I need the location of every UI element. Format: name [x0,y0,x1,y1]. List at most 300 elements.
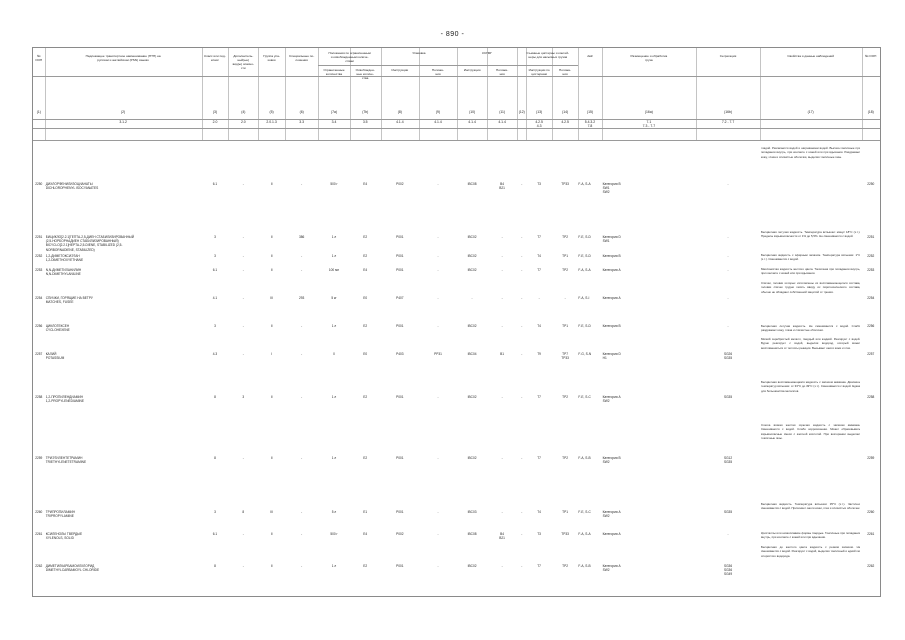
cell-pp: - [437,235,439,239]
cell-pg: II [270,531,273,536]
cell-un: 2253 [867,267,875,272]
cell-un: 2251 [35,235,43,239]
cell-tank: T7 [537,267,541,272]
cell-ibp: - [501,324,503,328]
cell-name: ТРИЭТИЛЕНТЕТРАМИН TRIETHYLENETETRAMINE [45,456,87,465]
column-divider [696,48,697,140]
cell-ibp: - [501,267,503,272]
cell-eq: E2 [363,395,368,399]
cell-lq: 500 г [330,182,338,186]
table-row [33,545,880,595]
header-cell: Класс или под- класс [204,54,226,62]
table-row [33,531,880,544]
cell-cls: 6.1 [212,182,218,186]
cell-ems: F-A, S-A [578,531,591,536]
column-number: (18) [867,110,874,114]
column-number: (1) [36,110,41,114]
cell-pg: II [270,267,273,272]
cell-lq: 500 г [330,531,338,536]
cell-cls: 4.3 [212,352,218,356]
cell-pg: II [270,395,273,399]
cell-name: ТРИПРОПИЛАМИН TRIPROPYLAMINE [45,510,75,519]
cell-props: Бесцветная воспламеняющаяся жидкость с запахом аммиака. Диапазон температур вспышки: от 33°С до 49°С (з.т.). Смешивается с водой. Едкая для большинства металлов. [760,380,861,393]
cell-cls: 3 [214,235,216,239]
column-number: (4) [241,110,246,114]
header-cell: Съемные цистерны и контей- неры для насыпных грузов [526,51,569,59]
table-row [33,146,880,230]
table-row [33,281,880,323]
column-number: (7b) [362,110,369,114]
cell-lq: 1 л [331,395,337,399]
cell-pi: P001 [396,510,404,514]
cell-cls: 8 [214,564,216,568]
cell-seg: SG12 SG35 [723,456,733,465]
cell-tank: T9 [537,352,541,356]
header-rule [33,128,880,129]
cell-ibc: IBC08 [467,531,477,536]
header-cell: № ООН [35,54,43,62]
cell-props: Бесцветная жидкость. Температура вспышки: 35°С (з.т.). Частично смешивается с водой. Причиняет ожоги кожи, глаз и слизистых оболочек. [760,502,861,511]
cell-cls: 6.1 [212,531,218,536]
cell-sub: - [242,564,244,568]
column-number: (14) [562,110,569,114]
cell-eq: E0 [363,296,368,300]
cell-pi: P001 [396,456,404,460]
cell-cls: 6.1 [212,267,218,272]
cell-lq: 5 л [331,510,337,514]
subheader-rule [517,65,578,66]
header-cell: Специальные по- ложения [289,54,315,62]
cell-t12: - [521,182,523,186]
column-reference: 2.0 [240,120,246,124]
cell-cls: 3 [214,324,216,328]
cell-props: Мягкий серебристый металл, твердый или жидкий. Реагирует с водой. Бурно реагирует с водой, выделяя водород, который может воспламениться от теплоты реакции. Вызывает ожоги кожи и глаз. [760,337,861,350]
cell-lq: 1 л [331,564,337,568]
column-number: (16a) [644,110,653,114]
cell-ems: F-G, S-N [578,352,592,356]
cell-tp: TP1 [562,324,569,328]
column-reference: 4.1.4 [468,120,476,124]
cell-stow: Категория B [602,324,621,328]
header-cell: Дополнитель- ный(ые) вид(ы) опасно- сти [232,54,255,70]
cell-ibc: IBC02 [467,456,477,460]
cell-eq: E4 [363,531,368,536]
table-row [33,324,880,336]
cell-ibc: IBC02 [467,267,477,272]
column-reference: 7.2 - 7.7 [721,120,735,124]
subheader-cell: Освобожден- ные количе- ства [355,68,375,80]
column-reference: 3.5 [362,120,368,124]
column-reference: 2.0 [212,120,218,124]
cell-un: 2254 [35,296,43,300]
cell-sub: - [242,456,244,460]
cell-t12: - [521,235,523,239]
cell-pi: P001 [396,395,404,399]
cell-ibc: IBC08 [467,182,477,186]
cell-tank: T7 [537,235,541,239]
cell-pp: - [437,564,439,568]
cell-lq: 0 [333,352,335,356]
cell-eq: E4 [363,267,368,272]
cell-tank: T3 [537,531,541,536]
cell-cls: 4.1 [212,296,218,300]
cell-pp: - [437,253,439,258]
column-reference: 2.0.1.3 [266,120,277,124]
cell-un: 2250 [867,182,875,186]
cell-ems: F-E, S-D [578,324,591,328]
cell-sp: - [301,564,303,568]
cell-seg: SG35 [723,510,733,514]
column-number: (16b) [724,110,732,114]
cell-ibc: IBC02 [467,324,477,328]
cell-stow: Категория A SW2 [602,564,621,573]
cell-name: 1,2-ДИМЕТОКСИЭТАН 1,2-DIMETHOXYETHANE [45,253,84,262]
cell-name: ДИХЛОРФЕНИЛИЗОЦИАНАТЫ DICHLOROPHENYL ISOCYANATES [45,182,99,191]
cell-ibp: B1 [500,352,505,356]
header-cell: Группа упа- ковки [263,54,280,62]
cell-ibp: B4 B21 [499,531,505,540]
cell-tp: TP2 [562,395,569,399]
cell-sp: - [301,267,303,272]
cell-sp: - [301,456,303,460]
cell-seg: - [727,531,729,536]
cell-un: 2254 [867,296,875,300]
cell-eq: E2 [363,324,368,328]
cell-pp: - [437,324,439,328]
cell-stow: Категория A [602,296,621,300]
cell-sp: - [301,510,303,514]
cell-props: Бесцветная жидкость с эфирным запахом. Температура вспышки: 1°С (з.т.). Смешивается с водой. [760,253,861,262]
cell-name: СПИЧКИ, ГОРЯЩИЕ НА ВЕТРУ MATCHES, FUSEE [45,296,93,305]
cell-un: 2252 [35,253,43,258]
cell-name: N,N-ДИМЕТИЛАНИЛИН N,N-DIMETHYLANILINE [45,267,82,276]
cell-ems: F-E, S-C [578,395,591,399]
cell-pp: PP31 [434,352,442,356]
table-row [33,230,880,252]
cell-name: 1,2-ПРОПИЛЕНДИАМИН 1,2-PROPYLENEDIAMINE [45,395,84,404]
cell-pp: - [437,456,439,460]
cell-ems: F-A, S-A [578,267,591,272]
cell-t12: - [521,395,523,399]
cell-lq: 100 мл [328,267,340,272]
cell-un: 2259 [35,456,43,460]
cell-ems: F-A, S-A [578,182,591,186]
column-reference: 4.2.5 4.3 [535,120,543,128]
cell-pi: P002 [396,182,404,186]
cell-t12: - [521,531,523,536]
cell-eq: E4 [363,182,368,186]
cell-tank: T7 [537,456,541,460]
cell-pg: II [270,235,273,239]
cell-ibc: IBC04 [467,352,477,356]
cell-t12: - [521,510,523,514]
cell-pi: P001 [396,253,404,258]
cell-eq: E2 [363,253,368,258]
cell-sub: 3 [242,395,245,399]
cell-props: Маслянистая жидкость желтого цвета. Токсичная при попадании внутрь, при контакте с кожей или при вдыхании. [760,267,861,276]
cell-un: 2260 [35,510,43,514]
header-cell: Размещение и обработка груза [630,54,668,62]
column-divider [862,48,863,140]
cell-sub: - [242,352,244,356]
cell-ibc: IBC03 [467,510,477,514]
cell-seg: - [727,324,729,328]
cell-tp: TP2 [562,456,569,460]
column-divider [419,48,420,140]
cell-lq: 1 л [331,456,337,460]
dangerous-goods-table [32,47,881,597]
cell-sp: 386 [298,235,305,239]
cell-un: 2256 [867,324,875,328]
cell-ibc: IBC02 [467,395,477,399]
cell-ibc: IBC02 [467,564,477,568]
subheader-cell: Положе- ния [558,68,572,76]
cell-cls: 8 [214,456,216,460]
cell-pp: - [437,182,439,186]
cell-lq: 5 кг [331,296,337,300]
column-number: (13) [536,110,543,114]
cell-props: Слегка вязкая желтая горючая жидкость с запахом аммиака. Смешивается с водой. Слабо коррозионная. Может образовывать взрывоопасные смеси с азотной кислотой. При возгорании выделяет токсичные газы. [760,423,861,441]
cell-sp: - [301,352,303,356]
cell-stow: Категория A SW2 [602,510,621,519]
table-row [33,502,880,530]
cell-eq: E2 [363,235,368,239]
column-number: (11) [499,110,506,114]
cell-seg: SG35 [723,395,733,399]
cell-sub: - [242,182,244,186]
cell-tp: TP2 [562,267,569,272]
cell-ems: F-A, S-B [578,456,591,460]
cell-sub: - [242,235,244,239]
cell-lq: 1 л [331,235,337,239]
cell-tp: TP1 [562,510,569,514]
column-number: (3) [212,110,218,114]
cell-t12: - [521,456,523,460]
cell-pg: II [270,324,273,328]
column-divider [487,48,488,140]
cell-pg: II [270,182,273,186]
subheader-cell: Положе- ния [431,68,445,76]
cell-tp: - [564,296,566,300]
subheader-cell: Положе- ния [496,68,509,76]
cell-ibp: - [501,456,503,460]
cell-ibp: B4 B21 [499,182,505,191]
column-divider [457,48,458,140]
cell-un: 2253 [35,267,43,272]
cell-un: 2259 [867,456,875,460]
cell-sub: - [242,324,244,328]
column-divider [517,48,518,140]
column-number: (17) [807,110,814,114]
column-reference: 4.1.4 [498,120,506,124]
cell-un: 2260 [867,510,875,514]
cell-name: КАЛИЙ POTASSIUM [45,352,65,361]
column-number: (12) [518,110,525,114]
column-number: (8) [397,110,402,114]
cell-un: 2252 [867,253,875,258]
cell-un: 2251 [867,235,875,239]
cell-t12: - [521,352,523,356]
column-reference: 3.3 [299,120,304,124]
cell-t12: - [521,267,523,272]
page-number: - 890 - [440,31,465,38]
cell-sp: - [301,324,303,328]
cell-pi: P002 [396,531,404,536]
cell-sp: - [301,395,303,399]
cell-tank: T4 [537,510,541,514]
header-cell: Надлежащее транспортное наименование (НТН) на русском и английском (PSN) языках [85,54,161,62]
cell-pp: - [437,395,439,399]
cell-pi: P001 [396,235,404,239]
header-cell: Положения по ограниченным и освобожденным количе- ствам [328,51,371,63]
column-reference: 4.2.5 [561,120,569,124]
column-number: (15) [586,110,593,114]
cell-ibc: IBC02 [467,253,477,258]
cell-stow: Категория D SW1 [602,235,621,244]
column-number: (2) [121,110,126,114]
cell-sp: - [301,253,303,258]
column-reference: 5.4.3.2 7.8 [584,120,596,128]
cell-pg: I [271,352,273,356]
cell-pi: P001 [396,324,404,328]
table-row [33,423,880,501]
cell-seg: SG36 SG36 SG49 [723,564,733,577]
cell-ems: F-E, S-D [578,235,591,239]
cell-ems: F-A, S-I [578,296,590,300]
cell-ibc: - [471,296,473,300]
cell-name: КСИЛЕНОЛЫ ТВЕРДЫЕ XYLENOLS, SOLID [45,531,83,540]
cell-props: гладой. Разлагается водой и нагреванием водой. Высоко-токсичные при попадании внутрь, при контакте с кожей или при вдыхании. Раздражает кожу, глаза и слизистые оболочки, выделяя токсичные газы. [760,146,861,159]
cell-pp: - [437,267,439,272]
cell-un: 2258 [35,395,43,399]
cell-pi: P407 [396,296,404,300]
cell-seg: - [727,235,729,239]
column-divider [760,48,761,140]
cell-stow: Категория A [602,531,621,536]
column-reference: 4.1.4 [396,120,404,124]
cell-stow: Категория D H1 [602,352,621,361]
cell-un: 2258 [867,395,875,399]
cell-t12: - [521,296,523,300]
cell-un: 2250 [35,182,43,186]
cell-ibp: - [501,235,503,239]
header-cell: АвК [587,54,593,58]
table-row [33,267,880,280]
cell-sub: 8 [242,510,245,514]
cell-sp: 293 [298,296,305,300]
cell-sub: - [242,267,244,272]
cell-un: 2261 [867,531,875,536]
cell-seg: - [727,253,729,258]
cell-ems: F-E, S-C [578,510,591,514]
cell-ibp: - [501,510,503,514]
table-row [33,337,880,379]
cell-tp: TP2 [562,564,569,568]
subheader-cell: Инструкции [391,68,409,72]
cell-un: 2261 [35,531,43,536]
cell-ibp: - [501,296,503,300]
cell-tp: TP33 [561,531,569,536]
cell-props: Кристаллы или низкоплавкие формы твердые. Токсичные при попадании внутрь, при контакте с кожей или при вдыхании. [760,531,861,540]
column-divider [381,48,382,140]
cell-tank: T7 [537,564,541,568]
column-number: (10) [469,110,476,114]
cell-pi: P001 [396,564,404,568]
cell-pp: - [437,510,439,514]
header-cell: Свойства и данные наблюдений [787,54,834,58]
cell-seg: - [727,267,729,272]
cell-pg: III [270,510,273,514]
table-row [33,380,880,422]
header-cell: Сегрегация [719,54,737,58]
cell-stow: Категория A SW2 [602,395,621,404]
cell-pg: III [270,296,273,300]
column-number: (6) [299,110,304,114]
cell-props: Бесцветная до желтого цвета жидкость с резким запахом. Не смешивается с водой. Реагирует с водой, выделяя токсичный и едкий газ хлористого водорода. [760,545,861,558]
cell-pi: P403 [396,352,404,356]
table-row [33,253,880,266]
cell-name: ДИМЕТИЛКАРБАМОИЛХЛОРИД DIMETHYLCARBAMOYL CHLORIDE [45,564,100,573]
cell-name: ЦИКЛОГЕКСЕН CYCLOHEXENE [45,324,70,333]
column-number: (9) [435,110,441,114]
cell-un: 2262 [867,564,875,568]
header-cell: № ООН [865,54,877,58]
cell-stow: Категория A [602,267,621,272]
cell-tank: T3 [537,182,541,186]
cell-sub: - [242,253,244,258]
cell-name: БИЦИКЛО[2.2.1]ГЕПТА-2,5-ДИЕН СТАБИЛИЗИРОВАННЫЙ (2,5-НОРБОРНАДИЕН СТАБИЛИЗИРОВАННЫЙ) BICYCLO[2.2.1]HEPTA-2,5-DIENE, STABILIZED (2,5- NORBORNADIENE, STABILIZED) [45,235,134,252]
cell-seg: - [727,296,729,300]
subheader-cell: Инструкции по цистернам [528,68,550,76]
cell-stow: Категория B SW1 SW2 [602,182,621,195]
cell-eq: E2 [363,456,368,460]
header-cell: Упаковка [412,51,426,55]
cell-tp: TP33 [561,182,569,186]
subheader-cell: Инструкции [463,68,481,72]
cell-lq: 1 л [331,253,337,258]
cell-seg: - [727,182,729,186]
column-reference: 4.1.4 [434,120,442,124]
cell-eq: E2 [363,564,368,568]
cell-un: 2262 [35,564,43,568]
cell-un: 2256 [35,324,43,328]
cell-t12: - [521,564,523,568]
cell-t12: - [521,324,523,328]
header-cell: КСГМГ [482,51,493,55]
header-rule [33,140,880,141]
cell-ibp: - [501,395,503,399]
subheader-cell: Ограниченные количества [323,68,345,76]
cell-pg: II [270,456,273,460]
cell-sub: - [242,296,244,300]
cell-sp: - [301,531,303,536]
cell-tank: - [538,296,540,300]
cell-sub: - [242,531,244,536]
cell-sp: - [301,182,303,186]
cell-pg: II [270,564,273,568]
column-number: (5) [269,110,274,114]
header-rule [33,76,880,77]
cell-cls: 3 [214,510,216,514]
cell-t12: - [521,253,523,258]
cell-seg: SG26 SG35 [723,352,733,361]
cell-props: Спички, головки которых изготовлены из воспламеняющегося состава, головки спичек трудно гасить ввиду их пиротехнического состава, обычно не обладают собственной защитой от трения. [760,281,861,294]
cell-un: 2257 [35,352,43,356]
cell-cls: 8 [214,395,216,399]
cell-cls: 3 [214,253,216,258]
cell-ibp: - [501,253,503,258]
cell-tank: T7 [537,395,541,399]
